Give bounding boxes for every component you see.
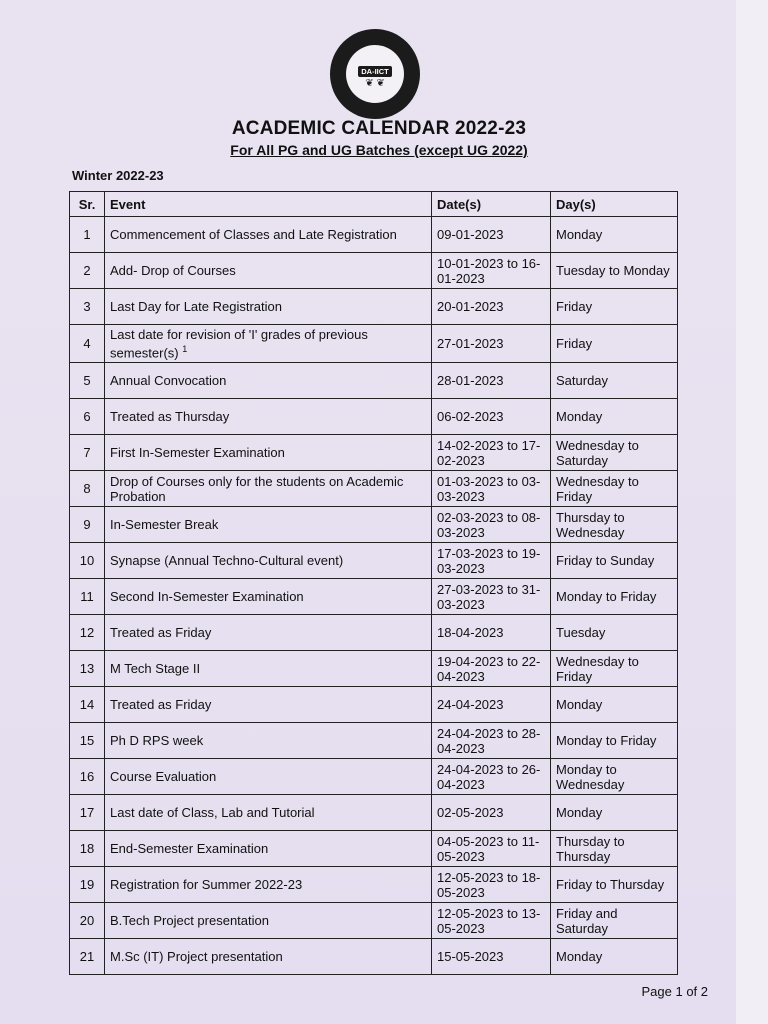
- row-days-cell: [551, 867, 678, 903]
- row-days-cell-text: Monday to Wednesday: [556, 761, 625, 792]
- row-days-cell: [551, 795, 678, 831]
- row-sr-cell: [70, 289, 105, 325]
- table-row: [70, 867, 678, 903]
- row-dates-cell: [432, 615, 551, 651]
- table-row: [70, 579, 678, 615]
- row-dates-cell: [432, 253, 551, 289]
- row-event-cell: [105, 399, 432, 435]
- row-event-cell-text: Last date of Class, Lab and Tutorial: [110, 805, 315, 821]
- row-event-cell: [105, 471, 432, 507]
- row-dates-cell-text: 24-04-2023: [437, 697, 504, 713]
- page-title: ACADEMIC CALENDAR 2022-23: [231, 118, 527, 139]
- row-days-cell-text: Monday: [556, 409, 603, 425]
- row-sr-cell: [70, 939, 105, 975]
- row-days-cell: [551, 543, 678, 579]
- row-days-cell: [551, 723, 678, 759]
- row-dates-cell: [432, 759, 551, 795]
- seal-center: [346, 45, 404, 103]
- row-dates-cell: [432, 543, 551, 579]
- row-dates-cell: [432, 687, 551, 723]
- row-dates-cell-text: 02-05-2023: [437, 805, 504, 821]
- row-sr-cell-text: 8: [83, 481, 91, 497]
- row-event-cell-text: M.Sc (IT) Project presentation: [110, 949, 283, 965]
- row-dates-cell-text: 06-02-2023: [437, 409, 504, 425]
- row-dates-cell-text: 04-05-2023 to 11-05-2023: [437, 833, 540, 864]
- row-sr-cell-text: 18: [79, 841, 95, 857]
- row-sr-cell-text: 6: [83, 409, 91, 425]
- row-dates-cell: [432, 435, 551, 471]
- row-days-cell-text: Monday to Friday: [556, 733, 657, 749]
- row-days-cell: [551, 507, 678, 543]
- row-event-cell-text: Second In-Semester Examination: [110, 589, 304, 605]
- column-header-dates: Date(s): [432, 192, 551, 217]
- row-sr-cell-text: 11: [80, 589, 94, 605]
- row-event-cell-text: Ph D RPS week: [110, 733, 204, 749]
- row-dates-cell: [432, 867, 551, 903]
- row-days-cell-text: Thursday to Wednesday: [556, 509, 625, 540]
- row-sr-cell-text: 7: [83, 445, 91, 461]
- row-sr-cell-text: 20: [79, 913, 95, 929]
- row-dates-cell: [432, 507, 551, 543]
- row-days-cell: [551, 615, 678, 651]
- row-event-cell-text: Registration for Summer 2022-23: [110, 877, 303, 893]
- row-dates-cell-text: 17-03-2023 to 19-03-2023: [437, 545, 541, 576]
- table-row: [70, 363, 678, 399]
- row-dates-cell: [432, 723, 551, 759]
- row-sr-cell-text: 17: [79, 805, 95, 821]
- row-event-cell: [105, 615, 432, 651]
- table-row: [70, 471, 678, 507]
- row-event-cell: [105, 795, 432, 831]
- row-days-cell: [551, 579, 678, 615]
- row-dates-cell-text: 28-01-2023: [437, 373, 504, 389]
- row-days-cell: [551, 399, 678, 435]
- page-number: Page 1 of 2: [641, 984, 708, 999]
- row-sr-cell: [70, 399, 105, 435]
- row-event-cell: [105, 579, 432, 615]
- row-event-cell: [105, 651, 432, 687]
- row-sr-cell-text: 16: [79, 769, 95, 785]
- row-days-cell-text: Wednesday to Saturday: [556, 437, 639, 468]
- row-sr-cell-text: 14: [79, 697, 95, 713]
- table-row: [70, 289, 678, 325]
- row-event-cell-text: M Tech Stage II: [110, 661, 201, 677]
- row-event-cell: [105, 543, 432, 579]
- row-event-cell-text: Drop of Courses only for the students on Academic Probation: [110, 473, 404, 504]
- table-row: [70, 759, 678, 795]
- row-days-cell: [551, 289, 678, 325]
- table-row: [70, 831, 678, 867]
- table-row: [70, 435, 678, 471]
- row-event-cell-text: First In-Semester Examination: [110, 445, 285, 461]
- row-event-cell-text: Add- Drop of Courses: [110, 263, 236, 278]
- row-dates-cell-text: 09-01-2023: [437, 227, 504, 242]
- row-sr-cell-text: 15: [79, 733, 95, 749]
- row-dates-cell: [432, 903, 551, 939]
- term-label: Winter 2022-23: [72, 168, 164, 183]
- row-days-cell-text: Monday to Friday: [556, 589, 657, 605]
- row-event-cell: [105, 289, 432, 325]
- row-event-cell: [105, 325, 432, 363]
- table-row: [70, 615, 678, 651]
- row-dates-cell: [432, 831, 551, 867]
- row-sr-cell-text: 19: [79, 877, 95, 893]
- row-sr-cell: [70, 723, 105, 759]
- table-row: [70, 399, 678, 435]
- row-dates-cell: [432, 363, 551, 399]
- table-row: [70, 217, 678, 253]
- row-event-cell-text: Commencement of Classes and Late Registration: [110, 227, 397, 242]
- row-days-cell-text: Friday and Saturday: [556, 905, 618, 936]
- row-sr-cell: [70, 579, 105, 615]
- table-row: [70, 723, 678, 759]
- row-sr-cell: [70, 687, 105, 723]
- table-row: [70, 795, 678, 831]
- table-row: [70, 543, 678, 579]
- footnote-marker: 1: [182, 344, 188, 354]
- row-dates-cell-text: 01-03-2023 to 03-03-2023: [437, 473, 541, 504]
- row-days-cell-text: Wednesday to Friday: [556, 473, 639, 504]
- row-sr-cell: [70, 795, 105, 831]
- row-days-cell: [551, 253, 678, 289]
- row-days-cell-text: Monday: [556, 227, 603, 242]
- row-sr-cell: [70, 507, 105, 543]
- row-dates-cell: [432, 471, 551, 507]
- row-days-cell-text: Friday: [556, 299, 593, 314]
- row-event-cell-text: Course Evaluation: [110, 769, 217, 785]
- row-dates-cell-text: 02-03-2023 to 08-03-2023: [437, 509, 541, 540]
- table-row: [70, 939, 678, 975]
- row-sr-cell-text: 4: [83, 336, 91, 352]
- row-sr-cell-text: 12: [79, 625, 95, 641]
- row-days-cell: [551, 325, 678, 363]
- row-days-cell: [551, 363, 678, 399]
- row-days-cell-text: Friday: [556, 336, 593, 352]
- table-row: [70, 687, 678, 723]
- laurel-icon: ❦ ❦: [365, 77, 385, 89]
- row-dates-cell-text: 18-04-2023: [437, 625, 504, 641]
- row-sr-cell: [70, 325, 105, 363]
- row-sr-cell: [70, 253, 105, 289]
- row-dates-cell: [432, 579, 551, 615]
- row-event-cell: [105, 759, 432, 795]
- row-event-cell-text: Last Day for Late Registration: [110, 299, 282, 314]
- row-dates-cell-text: 27-03-2023 to 31-03-2023: [437, 581, 541, 612]
- row-event-cell-text: Treated as Thursday: [110, 409, 230, 425]
- row-event-cell-text: End-Semester Examination: [110, 841, 269, 857]
- row-event-cell-text: Synapse (Annual Techno-Cultural event): [110, 553, 344, 569]
- row-days-cell-text: Tuesday to Monday: [556, 263, 670, 278]
- row-event-cell-text: In-Semester Break: [110, 517, 219, 533]
- row-sr-cell: [70, 471, 105, 507]
- row-event-cell: [105, 903, 432, 939]
- row-sr-cell: [70, 867, 105, 903]
- page-subtitle: For All PG and UG Batches (except UG 2022): [230, 142, 528, 158]
- row-days-cell: [551, 903, 678, 939]
- row-sr-cell-text: 21: [79, 949, 95, 965]
- row-sr-cell-text: 13: [79, 661, 95, 677]
- row-days-cell-text: Tuesday: [556, 625, 606, 641]
- row-sr-cell: [70, 651, 105, 687]
- row-sr-cell: [70, 903, 105, 939]
- table-row: [70, 651, 678, 687]
- row-sr-cell: [70, 217, 105, 253]
- row-days-cell-text: Monday: [556, 697, 603, 713]
- row-dates-cell: [432, 289, 551, 325]
- row-event-cell-text: Treated as Friday: [110, 697, 212, 713]
- row-sr-cell-text: 9: [83, 517, 91, 533]
- row-days-cell: [551, 471, 678, 507]
- column-header-sr: Sr.: [70, 192, 105, 217]
- row-event-cell: [105, 253, 432, 289]
- row-days-cell: [551, 217, 678, 253]
- row-event-cell: [105, 867, 432, 903]
- row-sr-cell-text: 2: [83, 263, 91, 278]
- row-sr-cell: [70, 363, 105, 399]
- row-dates-cell-text: 14-02-2023 to 17-02-2023: [437, 437, 541, 468]
- table-row: [70, 325, 678, 363]
- row-event-cell: [105, 939, 432, 975]
- seal-badge: DA-IICT: [358, 66, 392, 77]
- row-sr-cell: [70, 435, 105, 471]
- row-sr-cell-text: 3: [83, 299, 91, 314]
- row-days-cell: [551, 435, 678, 471]
- row-days-cell: [551, 831, 678, 867]
- row-days-cell: [551, 687, 678, 723]
- row-event-cell: [105, 723, 432, 759]
- row-event-cell: [105, 217, 432, 253]
- table-header-row: [70, 192, 678, 217]
- row-days-cell: [551, 651, 678, 687]
- row-days-cell: [551, 939, 678, 975]
- column-header-days: Day(s): [551, 192, 678, 217]
- row-dates-cell: [432, 325, 551, 363]
- row-days-cell-text: Saturday: [556, 373, 609, 389]
- row-dates-cell: [432, 399, 551, 435]
- institute-seal: [330, 29, 420, 119]
- row-days-cell-text: Thursday to Thursday: [556, 833, 625, 864]
- row-event-cell: [105, 435, 432, 471]
- row-dates-cell: [432, 217, 551, 253]
- row-dates-cell-text: 20-01-2023: [437, 299, 504, 314]
- row-dates-cell-text: 24-04-2023 to 26-04-2023: [437, 761, 541, 792]
- row-days-cell-text: Monday: [556, 805, 603, 821]
- row-event-cell-text: Last date for revision of 'I' grades of previous semester(s): [110, 327, 368, 361]
- row-event-cell: [105, 507, 432, 543]
- row-event-cell: [105, 687, 432, 723]
- row-dates-cell-text: 24-04-2023 to 28-04-2023: [437, 725, 541, 756]
- row-event-cell-text: B.Tech Project presentation: [110, 913, 269, 929]
- column-header-event: Event: [105, 192, 432, 217]
- row-event-cell-text: Annual Convocation: [110, 373, 227, 389]
- table-row: [70, 507, 678, 543]
- row-sr-cell-text: 1: [83, 227, 91, 242]
- row-sr-cell: [70, 615, 105, 651]
- row-days-cell-text: Monday: [556, 949, 603, 965]
- row-sr-cell: [70, 543, 105, 579]
- row-days-cell-text: Friday to Sunday: [556, 553, 655, 569]
- row-days-cell-text: Friday to Thursday: [556, 877, 665, 893]
- row-event-cell: [105, 831, 432, 867]
- row-dates-cell: [432, 651, 551, 687]
- row-dates-cell-text: 15-05-2023: [437, 949, 504, 965]
- row-dates-cell: [432, 795, 551, 831]
- row-dates-cell-text: 12-05-2023 to 18-05-2023: [437, 869, 541, 900]
- row-sr-cell-text: 10: [79, 553, 95, 569]
- row-sr-cell-text: 5: [83, 373, 91, 389]
- row-days-cell-text: Wednesday to Friday: [556, 653, 639, 684]
- table-row: [70, 253, 678, 289]
- row-dates-cell-text: 10-01-2023 to 16-01-2023: [437, 255, 541, 286]
- row-dates-cell-text: 12-05-2023 to 13-05-2023: [437, 905, 541, 936]
- table-row: [70, 903, 678, 939]
- calendar-table: [69, 191, 678, 975]
- row-dates-cell-text: 19-04-2023 to 22-04-2023: [437, 653, 541, 684]
- row-days-cell: [551, 759, 678, 795]
- row-sr-cell: [70, 831, 105, 867]
- row-dates-cell-text: 27-01-2023: [437, 336, 504, 352]
- row-dates-cell: [432, 939, 551, 975]
- row-sr-cell: [70, 759, 105, 795]
- row-event-cell: [105, 363, 432, 399]
- row-event-cell-text: Treated as Friday: [110, 625, 212, 641]
